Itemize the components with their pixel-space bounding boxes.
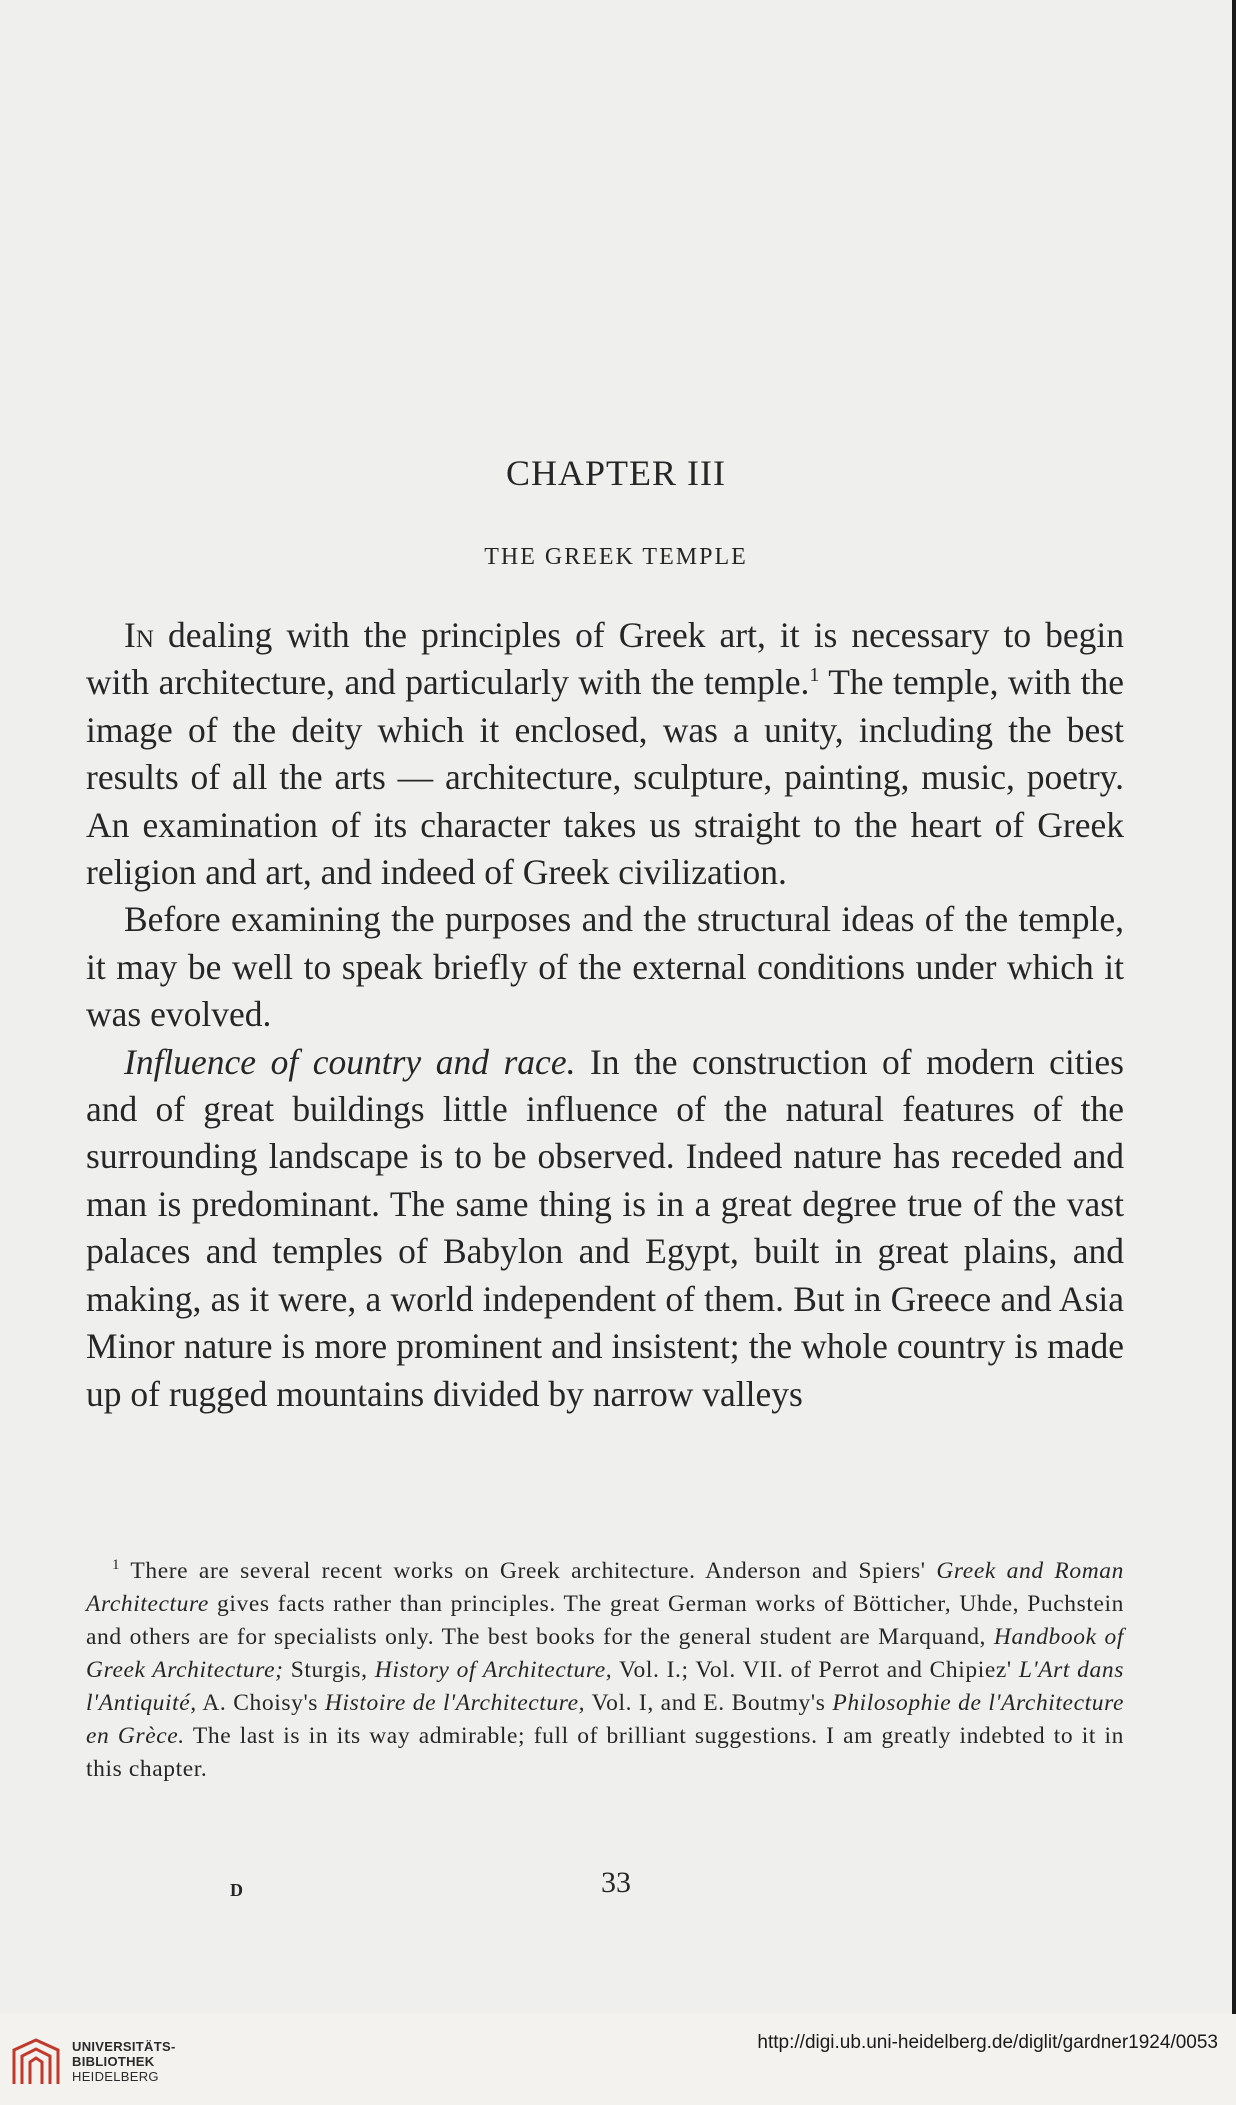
library-name-line: UNIVERSITÄTS-	[72, 2039, 176, 2054]
library-name-line: HEIDELBERG	[72, 2069, 159, 2084]
page-number: 33	[601, 1866, 631, 1899]
footnote-text: Sturgis,	[283, 1657, 375, 1683]
footnote-text: Vol. I.; Vol. VII. of Perrot and Chipiez'	[612, 1657, 1019, 1683]
book-title: History of Architecture,	[374, 1657, 613, 1683]
paragraph-2: Before examining the purposes and the structural ideas of the temple, it may be well to speak briefly of the external conditions under which it was evolved.	[86, 899, 1124, 1035]
paragraph-3-text: In the construction of modern cities and of great buildings little influence of the natural features of the surrounding landscape is to be observed. Indeed nature has receded and man is predominant. The same thing is in a great degree true of the vast palaces and temples of Babylon and Egypt, built in great plains, and making, as it were, a world independent of them. But in Greece and Asia Minor nature is more prominent and insistent; the whole country is made up of rugged mountains divided by narrow valleys	[86, 1041, 1124, 1414]
paragraph-1-lead: In	[124, 615, 154, 655]
library-name	[72, 2039, 176, 2084]
section-heading-italic: Influence of country and race.	[124, 1041, 576, 1082]
footnote-paragraph	[86, 1555, 1124, 1786]
paragraph-1	[86, 612, 1124, 896]
book-title: Philosophie de l'Architecture en Grèce.	[86, 1690, 1124, 1749]
library-footer-bar	[0, 2014, 1236, 2105]
footnote-text: gives facts rather than principles. The great German works of Bötticher, Uhde, Puchstein and others are for specialists only. The best books for the general student are Marquand,	[86, 1591, 1124, 1650]
footnote-text: Vol. I, and E. Boutmy's	[585, 1690, 833, 1716]
book-title: Histoire de l'Architecture,	[324, 1690, 586, 1716]
footnote-marker: 1	[809, 664, 820, 687]
footnote-text: The last is in its way admirable; full of brilliant suggestions. I am greatly indebted to it in this chapter.	[86, 1723, 1124, 1782]
chapter-subtitle: THE GREEK TEMPLE	[484, 544, 748, 570]
footnote-text: There are several recent works on Greek architecture. Anderson and Spiers'	[120, 1558, 937, 1584]
paragraph-1-tail: The temple, with the image of the deity which it enclosed, was a unity, including the best results of all the arts — architecture, sculpture, painting, music, poetry. An examination of its character takes us straight to the heart of Greek religion and art, and indeed of Greek civilization.	[86, 662, 1124, 893]
library-name-line: BIBLIOTHEK	[72, 2054, 155, 2069]
book-title: Greek and Roman Architecture	[86, 1558, 1124, 1617]
signature-mark: D	[230, 1880, 243, 1900]
footnote-text: A. Choisy's	[196, 1690, 325, 1716]
chapter-heading: CHAPTER III	[506, 453, 726, 493]
body-text	[86, 612, 1124, 1418]
library-logo-icon[interactable]	[10, 2036, 62, 2088]
footnote	[86, 1555, 1124, 1786]
paragraph-3	[86, 1039, 1124, 1418]
book-title: L'Art dans l'Antiquité,	[86, 1657, 1124, 1716]
paragraph-1-text: dealing with the principles of Greek art, it is necessary to begin with architecture, and particularly with the temple.	[86, 615, 1124, 703]
source-url-link[interactable]: http://digi.ub.uni-heidelberg.de/diglit/gardner1924/0053	[757, 2032, 1218, 2053]
book-title: Handbook of Greek Architecture;	[86, 1624, 1124, 1683]
footnote-number: 1	[112, 1557, 121, 1574]
